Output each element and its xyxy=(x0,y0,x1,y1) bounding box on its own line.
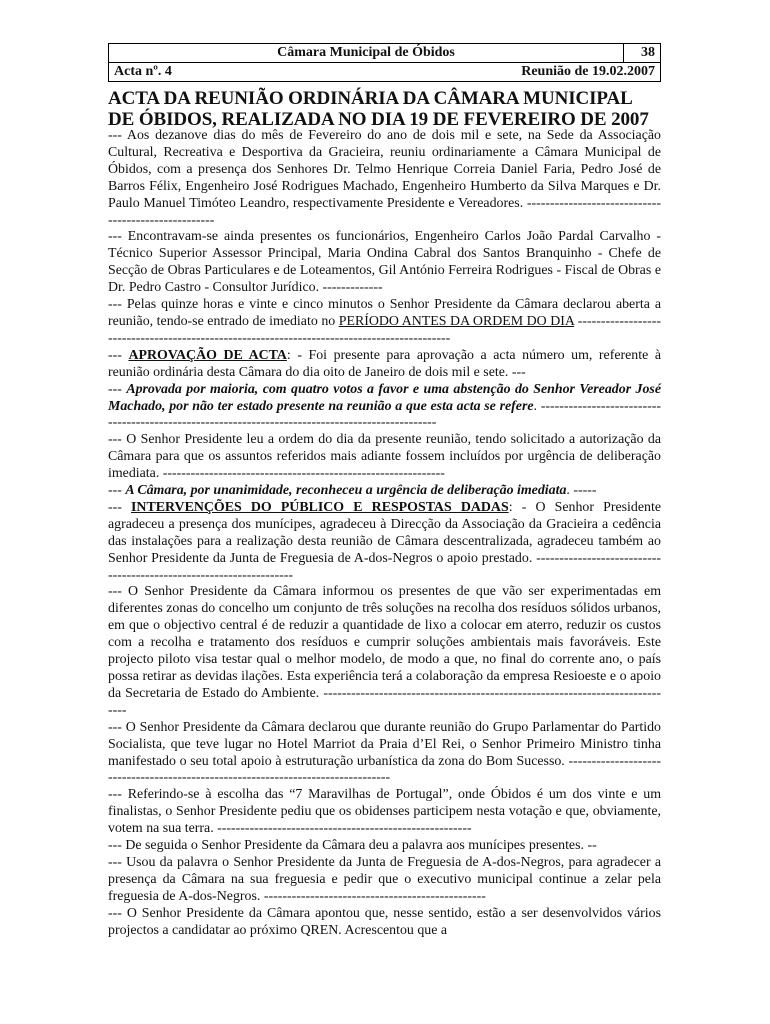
interventions-prefix: --- xyxy=(108,499,132,515)
public-interventions-heading: INTERVENÇÕES DO PÚBLICO E RESPOSTAS DADAS xyxy=(131,499,509,515)
opening-dashes: -------------------------------------------------------------------------------------------- xyxy=(108,313,661,346)
paragraph-parliamentary-group: --- O Senhor Presidente da Câmara declarou que durante reunião do Grupo Parlamentar do Partido Socialista, que teve lugar no Hotel Marriot da Praia d’El Rei, o Senhor Primeiro Ministro tinha manifestado o seu total apoio à estruturação urbanística da zona do Bom Sucesso. --------------------------------------------------------------------------------- xyxy=(108,719,661,786)
paragraph-opening xyxy=(108,297,661,348)
urgency-prefix: --- xyxy=(108,483,126,499)
paragraph-qren-projects: --- O Senhor Presidente da Câmara apontou que, nesse sentido, estão a ser desenvolvidos vários projectos a candidatar ao próximo QREN. Acrescentou que a xyxy=(108,905,661,938)
urgency-dashes: . ----- xyxy=(566,483,597,499)
document-title xyxy=(108,88,661,130)
approval-heading: APROVAÇÃO DE ACTA xyxy=(128,347,287,363)
paragraph-seven-wonders: --- Referindo-se à escolha das “7 Maravilhas de Portugal”, onde Óbidos é um dos vinte e um finalistas, o Senhor Presidente pediu que os obidenses participem nesta votação e que, obviamente, votem na sua terra. ------------------------------------------------------- xyxy=(108,787,661,837)
council-name: Câmara Municipal de Óbidos xyxy=(109,44,624,63)
minutes-number: Acta nº. 4 xyxy=(114,64,172,79)
paragraph-public-interventions xyxy=(108,500,661,585)
decision-prefix: --- xyxy=(108,381,127,397)
urgency-decision-text: A Câmara, por unanimidade, reconheceu a urgência de deliberação imediata xyxy=(125,483,567,499)
paragraph-floor-to-citizens: --- De seguida o Senhor Presidente da Câmara deu a palavra aos munícipes presentes. -- xyxy=(108,838,597,854)
opening-text: --- Pelas quinze horas e vinte e cinco minutos o Senhor Presidente da Câmara declarou aberta a reunião, tendo-se entrado de imediato no xyxy=(108,297,661,329)
paragraph-waste-pilot: --- O Senhor Presidente da Câmara informou os presentes de que vão ser experimentadas em diferentes zonas do concelho um conjunto de três soluções na recolha dos resíduos sólidos urbanos, em que o objectivo central é de reduzir a quantidade de lixo a colocar em aterro, reduzir os custos com a recolha e tratamento dos resíduos e cumprir soluções ambientais mais favoráveis. Este projecto piloto visa testar qual o melhor modelo, de modo a que, no final do corrente ano, o país possa retirar as devidas ilações. Esta experiência terá a colaboração da empresa Resioeste e o apoio da Secretaria de Estado do Ambiente. ----------------------------------------------------------------------------- xyxy=(108,584,661,718)
approval-decision-text: Aprovada por maioria, com quatro votos a favor e uma abstenção do Senhor Vereador José Machado, por não ter estado presente na reunião a que esta acta se refere xyxy=(108,381,661,414)
minutes-header-row xyxy=(109,63,661,82)
approval-text: : - Foi presente para aprovação a acta número um, referente à reunião ordinária desta Câmara do dia oito de Janeiro de dois mil e sete. --- xyxy=(108,347,661,380)
approval-prefix: --- xyxy=(108,347,129,363)
period-before-agenda-heading: PERÍODO ANTES DA ORDEM DO DIA xyxy=(338,313,575,329)
page-header xyxy=(108,43,661,82)
paragraph-parish-president: --- Usou da palavra o Senhor Presidente da Junta de Freguesia de A-dos-Negros, para agradecer a presença da Câmara na sua freguesia e pedir que o executivo municipal continue a zelar pela freguesia de A-dos-Negros. ------------------------------------------------ xyxy=(108,854,661,904)
meeting-date: Reunião de 19.02.2007 xyxy=(521,64,655,79)
title-line-2: DE ÓBIDOS, REALIZADA NO DIA 19 DE FEVEREIRO DE 2007 xyxy=(108,109,649,130)
decision-dashes: . ------------------------------------------------------------------------------------------------- xyxy=(108,398,661,431)
paragraph-approval xyxy=(108,348,661,382)
paragraph-staff: --- Encontravam-se ainda presentes os funcionários, Engenheiro Carlos João Pardal Carvalho - Técnico Superior Assessor Principal, Maria Ondina Cabral dos Santos Branquinho - Chefe de Secção de Obras Particulares e de Loteamentos, Gil António Ferreira Rodrigues - Fiscal de Obras e Dr. Pedro Castro - Consultor Jurídico. ------------- xyxy=(108,229,661,296)
interventions-text: : - O Senhor Presidente agradeceu a presença dos munícipes, agradeceu à Direcção da Associação da Gracieira a cedência das instalações para a realização desta reunião de Câmara descentralizada, agradeceu também ao Senhor Presidente da Junta de Freguesia de A-dos-Negros o apoio prestado. ------------------------------------------------------------------- xyxy=(108,499,661,583)
minutes-body xyxy=(108,128,661,940)
paragraph-urgency-decision xyxy=(108,483,661,500)
paragraph-approval-decision xyxy=(108,382,661,433)
paragraph-attendance: --- Aos dezanove dias do mês de Fevereiro do ano de dois mil e sete, na Sede da Associação Cultural, Recreativa e Desportiva da Gracieira, reuniu ordinariamente a Câmara Municipal de Óbidos, com a presença dos Senhores Dr. Telmo Henrique Correia Daniel Faria, Pedro José de Barros Félix, Engenheiro José Rodrigues Machado, Engenheiro Humberto da Silva Marques e Dr. Paulo Manuel Timóteo Leandro, respectivamente Presidente e Vereadores. ---------------------------------------------------- xyxy=(108,128,661,228)
paragraph-agenda: --- O Senhor Presidente leu a ordem do dia da presente reunião, tendo solicitado a autorização da Câmara para que os assuntos referidos mais adiante fossem incluídos por urgência de deliberação imediata. ------------------------------------------------------------- xyxy=(108,432,661,482)
page-number: 38 xyxy=(624,44,661,63)
title-line-1: ACTA DA REUNIÃO ORDINÁRIA DA CÂMARA MUNICIPAL xyxy=(108,88,633,109)
